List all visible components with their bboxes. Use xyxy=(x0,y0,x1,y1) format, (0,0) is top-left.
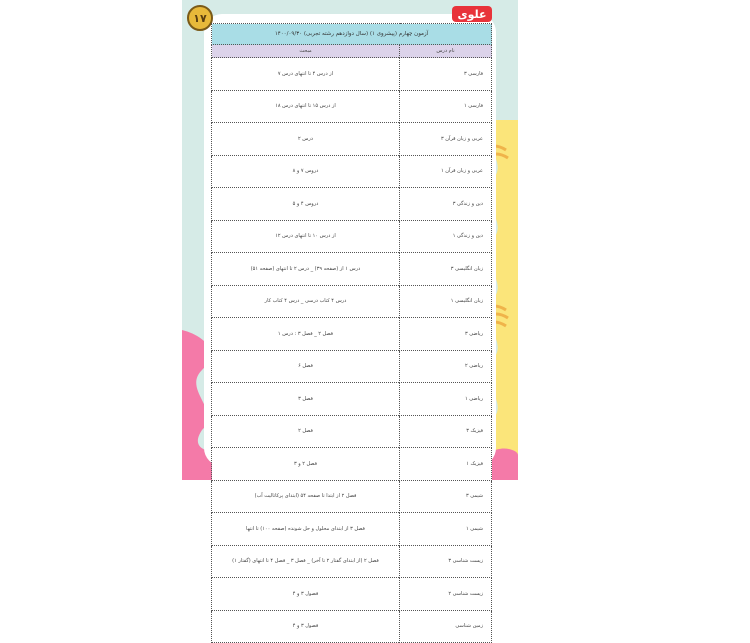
table-title-row xyxy=(212,24,492,45)
table-row xyxy=(212,123,492,156)
header-topic: مبحث xyxy=(212,45,400,58)
table-row xyxy=(212,285,492,318)
topic-cell: فصل ۲ و ۳ xyxy=(212,448,400,481)
topic-cell: فصل ۲ (از ابتدای گفتار ۲ تا آخر) _ فصل ۳ _ فصل ۴ تا انتهای (گفتار ۱) xyxy=(212,545,400,578)
topic-cell: از درس ۴ تا انتهای درس ۷ xyxy=(212,58,400,91)
table-row xyxy=(212,253,492,286)
table-row xyxy=(212,318,492,351)
header-subject: نام درس xyxy=(400,45,492,58)
exam-schedule-table xyxy=(211,23,492,643)
topic-cell: از درس ۱۵ تا انتهای درس ۱۸ xyxy=(212,90,400,123)
subject-cell: عربی و زبان قرآن ۳ xyxy=(400,123,492,156)
subject-cell: شیمی ۳ xyxy=(400,480,492,513)
topic-cell: از درس ۱۰ تا انتهای درس ۱۲ xyxy=(212,220,400,253)
topic-cell: فصل ۲ xyxy=(212,415,400,448)
topic-cell: درس ۱ از (صفحه ۳۹) _ درس ۲ تا انتهای (صفحه ۵۱) xyxy=(212,253,400,286)
subject-cell: زیست شناسی ۲ xyxy=(400,578,492,611)
table-row xyxy=(212,513,492,546)
subject-cell: ریاضی ۳ xyxy=(400,318,492,351)
table-row xyxy=(212,578,492,611)
subject-cell: شیمی ۱ xyxy=(400,513,492,546)
subject-cell: عربی و زبان قرآن ۱ xyxy=(400,155,492,188)
page-number-badge: ۱۷ xyxy=(187,5,213,31)
topic-cell: فصل ۳ xyxy=(212,383,400,416)
subject-cell: زبان انگلیسی ۳ xyxy=(400,253,492,286)
table-row xyxy=(212,220,492,253)
subject-cell: فیزیک ۳ xyxy=(400,415,492,448)
subject-cell: ریاضی ۲ xyxy=(400,350,492,383)
table-row xyxy=(212,415,492,448)
table-row xyxy=(212,188,492,221)
topic-cell: فصل ۶ xyxy=(212,350,400,383)
topic-cell: فصل ۳ از ابتدای محلول و حل شونده (صفحه ۱۰۰) تا انتها xyxy=(212,513,400,546)
subject-cell: فارسی ۱ xyxy=(400,90,492,123)
topic-cell: فصل ۲ _ فصل ۳ : درس ۱ xyxy=(212,318,400,351)
table-row xyxy=(212,350,492,383)
subject-cell: دین و زندگی ۱ xyxy=(400,220,492,253)
subject-cell: فارسی ۳ xyxy=(400,58,492,91)
topic-cell: فصول ۳ و ۴ xyxy=(212,610,400,643)
table-row xyxy=(212,448,492,481)
table-row xyxy=(212,58,492,91)
brand-logo: علوی xyxy=(452,6,492,22)
table-row xyxy=(212,383,492,416)
topic-cell: دروس ۷ و ۸ xyxy=(212,155,400,188)
topic-cell: درس ۲ xyxy=(212,123,400,156)
table-row xyxy=(212,480,492,513)
subject-cell: زیست شناسی ۳ xyxy=(400,545,492,578)
table-row xyxy=(212,155,492,188)
table-row xyxy=(212,90,492,123)
topic-cell: درس ۴ کتاب درسی _ درس ۴ کتاب کار xyxy=(212,285,400,318)
subject-cell: زبان انگلیسی ۱ xyxy=(400,285,492,318)
subject-cell: ریاضی ۱ xyxy=(400,383,492,416)
table-row xyxy=(212,545,492,578)
topic-cell: فصول ۳ و ۴ xyxy=(212,578,400,611)
table-header-row xyxy=(212,45,492,58)
table-title: آزمون چهارم (پیشروی ۱) (سال دوازدهم رشته تجربی) ۱۴۰۰/۰۹/۳۰ xyxy=(212,24,492,45)
table-row xyxy=(212,610,492,643)
topic-cell: دروس ۴ و ۵ xyxy=(212,188,400,221)
subject-cell: دین و زندگی ۳ xyxy=(400,188,492,221)
subject-cell: فیزیک ۱ xyxy=(400,448,492,481)
subject-cell: زمین شناسی xyxy=(400,610,492,643)
topic-cell: فصل ۲ از ابتدا تا صفحه ۵۴ (ابتدای پرکاتالیت آب) xyxy=(212,480,400,513)
